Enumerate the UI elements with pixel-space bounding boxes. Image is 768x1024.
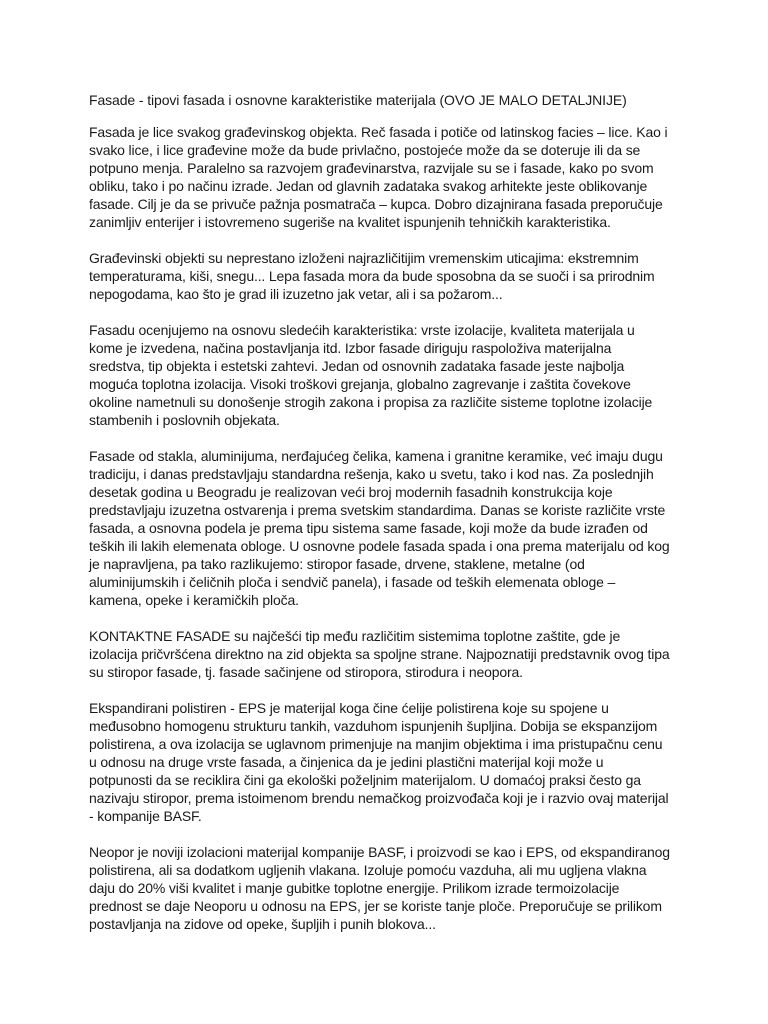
text-line: KONTAKTNE FASADE su najčešći tip među različitim sistemima toplotne zaštite, gde je <box>89 628 621 644</box>
text-line: u odnosu na druge vrste fasada, a činjenica da je jedini plastični materijal koji može u <box>89 754 604 770</box>
paragraph-neopor <box>89 843 689 933</box>
text-line: polistirena, ali sa dodatkom ugljenih vlakana. Izoluje pomoću vazduha, ali mu ugljena vlakna <box>89 862 647 878</box>
text-line: nazivaju stiropor, prema istoimenom brendu nemačkog proizvođača koji je i razvio ovaj materijal <box>89 790 669 806</box>
text-line: predstavljaju izuzetna ostvarenja i prema svetskim standardima. Danas se koriste različite vrste <box>89 502 666 518</box>
text-line: temperaturama, kiši, snegu... Lepa fasada mora da bude sposobna da se suoči i sa prirodnim <box>89 268 655 284</box>
text-line: su stiropor fasade, tj. fasade sačinjene od stiropora, stirodura i neopora. <box>89 664 523 680</box>
text-line: svako lice, i lice građevine može da bude privlačno, postojeće može da se doteruje ili da se <box>89 142 641 158</box>
document-title: Fasade - tipovi fasada i osnovne karakteristike materijala (OVO JE MALO DETALJNIJE) <box>89 92 627 108</box>
text-line: međusobno homogenu strukturu tankih, vazduhom ispunjenih šupljina. Dobija se ekspanzijom <box>89 718 658 734</box>
text-line: daju do 20% viši kvalitet i manje gubitke toplotne energije. Prilikom izrade termoizolacije <box>89 880 620 896</box>
paragraph-contact-facades <box>89 627 689 681</box>
paragraph-weather <box>89 249 689 303</box>
text-line: postavljanja na zidove od opeke, šupljih i punih blokova... <box>89 916 436 932</box>
text-line: izolacija pričvršćena direktno na zid objekta sa spoljne strane. Najpoznatiji predstavnik ovog tipa <box>89 646 670 662</box>
text-line: potpunosti da se reciklira čini ga ekološki poželjnim materijalom. U domaćoj praksi često ga <box>89 772 641 788</box>
text-line: desetak godina u Beogradu je realizovan veći broj modernih fasadnih konstrukcija koje <box>89 484 613 500</box>
text-line: kome je izvedena, načina postavljanja itd. Izbor fasade diriguju raspoloživa materijalna <box>89 340 612 356</box>
text-line: prednost se daje Neoporu u odnosu na EPS, jer se koriste tanje ploče. Preporučuje se prilikom <box>89 898 662 914</box>
paragraph-materials <box>89 447 689 609</box>
text-line: Fasade od stakla, aluminijuma, nerđajućeg čelika, kamena i granitne keramike, već imaju dugu <box>89 448 663 464</box>
paragraph-eps <box>89 699 689 825</box>
text-line: Građevinski objekti su neprestano izloženi najrazličitijim vremenskim uticajima: ekstremnim <box>89 250 639 266</box>
text-line: moguća toplotna izolacija. Visoki troškovi grejanja, globalno zagrevanje i zaštita čovekove <box>89 376 631 392</box>
paragraph-criteria <box>89 321 689 429</box>
text-line: zanimljiv enterijer i istovremeno sugeriše na kvalitet ispunjenih tehničkih karakteristika. <box>89 214 611 230</box>
text-line: Fasada je lice svakog građevinskog objekta. Reč fasada i potiče od latinskog facies – lice. Kao i <box>89 124 668 140</box>
text-line: potpuno menja. Paralelno sa razvojem građevinarstva, razvijale su se i fasade, kako po svom <box>89 160 654 176</box>
text-line: kamena, opeke i keramičkih ploča. <box>89 592 299 608</box>
text-line: polistirena, a ova izolacija se uglavnom primenjuje na manjim objektima i ima pristupačnu cenu <box>89 736 663 752</box>
text-line: sredstva, tip objekta i estetski zahtevi. Jedan od osnovnih zadataka fasade jeste najbolja <box>89 358 625 374</box>
text-line: stambenih i poslovnih objekata. <box>89 412 280 428</box>
text-line: aluminijumskih i čeličnih ploča i sendvič panela), i fasade od teških elemenata obloge – <box>89 574 616 590</box>
text-line: tradiciju, i danas predstavljaju standardna rešenja, kako u svetu, tako i kod nas. Za poslednjih <box>89 466 654 482</box>
text-line: Neopor je noviji izolacioni materijal kompanije BASF, i proizvodi se kao i EPS, od ekspandiranog <box>89 844 670 860</box>
text-line: fasada, a osnovna podela je prema tipu sistema same fasade, koji može da bude izrađen od <box>89 520 648 536</box>
text-line: fasade. Cilj je da se privuče pažnja posmatrača – kupca. Dobro dizajnirana fasada preporučuje <box>89 196 663 212</box>
text-line: Ekspandirani polistiren - EPS je materijal koga čine ćelije polistirena koje su spojene u <box>89 700 609 716</box>
document-page <box>89 91 689 951</box>
text-line: je napravljena, pa tako razlikujemo: stiropor fasade, drvene, staklene, metalne (od <box>89 556 585 572</box>
text-line: nepogodama, kao što je grad ili izuzetno jak vetar, ali i sa požarom... <box>89 286 503 302</box>
text-line: - kompanije BASF. <box>89 808 202 824</box>
text-line: okoline nametnuli su donošenje strogih zakona i propisa za različite sisteme toplotne izolacije <box>89 394 653 410</box>
text-line: Fasadu ocenjujemo na osnovu sledećih karakteristika: vrste izolacije, kvaliteta materijala u <box>89 322 635 338</box>
paragraph-intro <box>89 123 689 231</box>
text-line: obliku, tako i po načinu izrade. Jedan od glavnih zadataka svakog arhitekte jeste oblikovanje <box>89 178 648 194</box>
text-line: teških ili lakih elemenata obloge. U osnovne podele fasada spada i ona prema materijalu od kog <box>89 538 670 554</box>
